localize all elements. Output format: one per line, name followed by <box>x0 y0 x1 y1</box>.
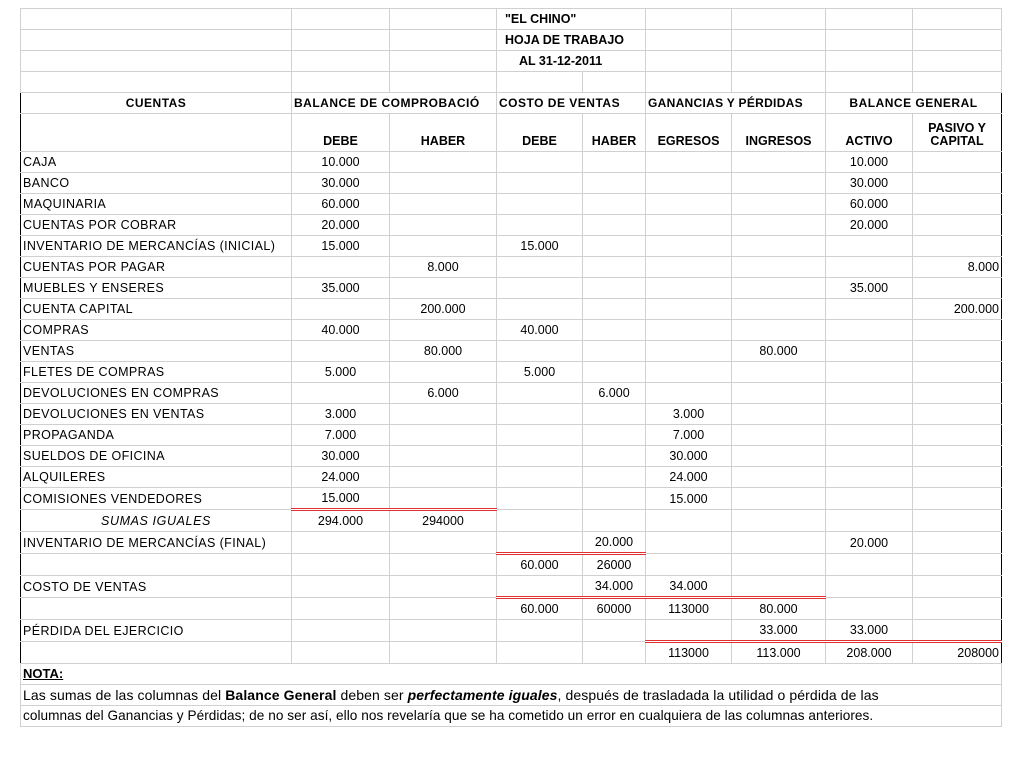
title-row-company <box>21 9 1002 30</box>
cell-gp-egresos[interactable] <box>646 620 732 642</box>
cell-bg-activo[interactable] <box>826 383 913 404</box>
cell-bg-activo[interactable] <box>826 404 913 425</box>
cell-bg-activo[interactable]: 20.000 <box>826 532 913 554</box>
cell-account[interactable]: COSTO DE VENTAS <box>21 576 292 598</box>
cell-bg-pasivo[interactable] <box>913 488 1002 510</box>
cell-bg-pasivo[interactable] <box>913 194 1002 215</box>
table-row <box>21 488 1002 510</box>
cell-gp-egresos[interactable]: 30.000 <box>646 446 732 467</box>
cell-gp-egresos[interactable] <box>646 341 732 362</box>
nota-line1[interactable] <box>21 685 1002 706</box>
cell-gp-ingresos[interactable] <box>732 320 826 341</box>
cell-gp-ingresos[interactable] <box>732 554 826 576</box>
company-name[interactable]: "EL CHINO" <box>497 9 646 30</box>
cell-gp-ingresos[interactable] <box>732 425 826 446</box>
cell-cv-debe[interactable] <box>497 642 583 664</box>
table-row <box>21 446 1002 467</box>
cell-gp-egresos[interactable] <box>646 362 732 383</box>
cell-bg-pasivo[interactable] <box>913 215 1002 236</box>
cell-cv-debe[interactable] <box>497 299 583 320</box>
cell-cv-haber[interactable]: 20.000 <box>583 532 646 554</box>
cell-bc-haber[interactable] <box>390 576 497 598</box>
cell-account[interactable]: COMPRAS <box>21 320 292 341</box>
subheader-haber[interactable]: HABER <box>390 114 497 152</box>
cell-gp-egresos[interactable]: 34.000 <box>646 576 732 598</box>
header-balance-general[interactable]: BALANCE GENERAL <box>826 93 1002 114</box>
cell-account[interactable]: FLETES DE COMPRAS <box>21 362 292 383</box>
table-row <box>21 236 1002 257</box>
cell-bg-pasivo[interactable] <box>913 467 1002 488</box>
nota-line2[interactable]: columnas del Ganancias y Pérdidas; de no ser así, ello nos revelaría que se ha cometido un error en cualquiera de las columnas anteriores. <box>21 706 1002 727</box>
cell-bc-haber[interactable] <box>390 620 497 642</box>
table-row <box>21 383 1002 404</box>
cell-bc-haber[interactable] <box>390 598 497 620</box>
cell-gp-egresos[interactable] <box>646 554 732 576</box>
cell-bg-activo[interactable] <box>826 320 913 341</box>
cell-gp-ingresos[interactable] <box>732 362 826 383</box>
cell-gp-ingresos[interactable] <box>732 299 826 320</box>
cell-cv-haber[interactable]: 34.000 <box>583 576 646 598</box>
cell-bc-debe[interactable]: 5.000 <box>292 362 390 383</box>
cell-bg-activo[interactable]: 60.000 <box>826 194 913 215</box>
cell-gp-egresos[interactable]: 113000 <box>646 642 732 664</box>
cell-gp-egresos[interactable]: 3.000 <box>646 404 732 425</box>
cell-cv-haber[interactable] <box>583 320 646 341</box>
cell-bg-activo[interactable]: 20.000 <box>826 215 913 236</box>
cell-bg-activo[interactable] <box>826 299 913 320</box>
cell-account[interactable]: MUEBLES Y ENSERES <box>21 278 292 299</box>
cell-bg-activo[interactable] <box>826 362 913 383</box>
cell-bc-debe[interactable]: 7.000 <box>292 425 390 446</box>
account-rows <box>21 152 1002 664</box>
cell-gp-ingresos[interactable] <box>732 383 826 404</box>
cell-account[interactable]: ALQUILERES <box>21 467 292 488</box>
cell-gp-ingresos[interactable] <box>732 152 826 173</box>
cell-bc-debe[interactable]: 20.000 <box>292 215 390 236</box>
cell-bg-pasivo[interactable] <box>913 554 1002 576</box>
cell-gp-egresos[interactable]: 15.000 <box>646 488 732 510</box>
cell-cv-debe[interactable]: 5.000 <box>497 362 583 383</box>
cell-bc-debe[interactable] <box>292 620 390 642</box>
cell-bg-pasivo[interactable] <box>913 236 1002 257</box>
table-row <box>21 257 1002 278</box>
cell-gp-egresos[interactable] <box>646 320 732 341</box>
cell-account[interactable]: COMISIONES VENDEDORES <box>21 488 292 510</box>
table-row <box>21 299 1002 320</box>
cell-account[interactable]: CUENTAS POR PAGAR <box>21 257 292 278</box>
table-row <box>21 510 1002 532</box>
cell-cv-debe[interactable] <box>497 215 583 236</box>
table-row <box>21 576 1002 598</box>
subheader-debe[interactable]: DEBE <box>292 114 390 152</box>
cell-bc-debe[interactable]: 60.000 <box>292 194 390 215</box>
cell-cv-debe[interactable] <box>497 173 583 194</box>
cell-bc-debe[interactable]: 10.000 <box>292 152 390 173</box>
cell-cv-haber[interactable] <box>583 446 646 467</box>
cell-bg-pasivo[interactable] <box>913 510 1002 532</box>
cell-account[interactable] <box>21 642 292 664</box>
nota-text-a: Las sumas de las columnas del <box>23 687 226 703</box>
cell-bg-pasivo[interactable] <box>913 152 1002 173</box>
cell-bg-activo[interactable] <box>826 488 913 510</box>
document-date[interactable]: AL 31-12-2011 <box>497 51 646 72</box>
cell-bc-haber[interactable] <box>390 320 497 341</box>
cell-cv-debe[interactable] <box>497 257 583 278</box>
cell-bg-pasivo[interactable] <box>913 341 1002 362</box>
cell-bg-activo[interactable]: 10.000 <box>826 152 913 173</box>
nota-label[interactable]: NOTA: <box>21 664 1002 685</box>
cell-bc-debe[interactable]: 40.000 <box>292 320 390 341</box>
cell-bg-pasivo[interactable] <box>913 320 1002 341</box>
cell-bc-haber[interactable]: 8.000 <box>390 257 497 278</box>
cell-gp-ingresos[interactable] <box>732 173 826 194</box>
cell-gp-ingresos[interactable] <box>732 215 826 236</box>
cell-bc-debe[interactable] <box>292 299 390 320</box>
cell-bc-haber[interactable] <box>390 404 497 425</box>
cell-cv-haber[interactable] <box>583 510 646 532</box>
cell-cv-haber[interactable]: 60000 <box>583 598 646 620</box>
cell-bc-haber[interactable] <box>390 425 497 446</box>
cell-cv-debe[interactable] <box>497 194 583 215</box>
cell-cv-debe[interactable] <box>497 425 583 446</box>
cell-cv-haber[interactable] <box>583 341 646 362</box>
nota-text-e: , después de trasladada la utilidad o pérdida de las <box>557 687 879 703</box>
worksheet-grid <box>20 8 1002 727</box>
cell-bc-haber[interactable]: 294000 <box>390 510 497 532</box>
cell-cv-haber[interactable]: 6.000 <box>583 383 646 404</box>
cell-bg-activo[interactable]: 30.000 <box>826 173 913 194</box>
cell-gp-egresos[interactable] <box>646 173 732 194</box>
cell-cv-debe[interactable] <box>497 152 583 173</box>
cell-bg-activo[interactable] <box>826 598 913 620</box>
cell-account[interactable]: CUENTA CAPITAL <box>21 299 292 320</box>
cell-bg-pasivo[interactable]: 200.000 <box>913 299 1002 320</box>
cell-bg-pasivo[interactable] <box>913 446 1002 467</box>
header-costo-ventas[interactable]: COSTO DE VENTAS <box>497 93 646 114</box>
cell-cv-haber[interactable] <box>583 620 646 642</box>
cell-cv-debe[interactable] <box>497 467 583 488</box>
table-row <box>21 554 1002 576</box>
cell-cv-haber[interactable] <box>583 194 646 215</box>
cell-cv-haber[interactable] <box>583 215 646 236</box>
cell-bg-activo[interactable] <box>826 446 913 467</box>
cell-bg-pasivo[interactable] <box>913 576 1002 598</box>
cell-bg-pasivo[interactable]: 208000 <box>913 642 1002 664</box>
cell-gp-egresos[interactable] <box>646 510 732 532</box>
cell-cv-debe[interactable]: 40.000 <box>497 320 583 341</box>
cell-bg-pasivo[interactable] <box>913 278 1002 299</box>
cell-gp-ingresos[interactable] <box>732 532 826 554</box>
cell-bc-haber[interactable] <box>390 194 497 215</box>
table-row <box>21 532 1002 554</box>
cell-cv-haber[interactable] <box>583 642 646 664</box>
cell-account[interactable] <box>21 554 292 576</box>
cell-cv-haber[interactable] <box>583 278 646 299</box>
cell-cv-debe[interactable] <box>497 576 583 598</box>
cell-bc-haber[interactable] <box>390 215 497 236</box>
cell-bc-haber[interactable] <box>390 488 497 510</box>
cell-bc-debe[interactable] <box>292 532 390 554</box>
cell-gp-ingresos[interactable]: 113.000 <box>732 642 826 664</box>
subheader-activo[interactable]: ACTIVO <box>826 114 913 152</box>
cell-cv-debe[interactable] <box>497 404 583 425</box>
cell-gp-ingresos[interactable] <box>732 576 826 598</box>
table-row <box>21 425 1002 446</box>
header-row <box>21 93 1002 114</box>
cell-account[interactable]: INVENTARIO DE MERCANCÍAS (INICIAL) <box>21 236 292 257</box>
cell-cv-haber[interactable]: 26000 <box>583 554 646 576</box>
nota-text-bold: Balance General <box>225 687 337 703</box>
cell-bg-activo[interactable] <box>826 257 913 278</box>
nota-row-line1 <box>21 685 1002 706</box>
cell-account[interactable] <box>21 598 292 620</box>
cell-gp-ingresos[interactable] <box>732 404 826 425</box>
table-row <box>21 320 1002 341</box>
cell-bc-debe[interactable] <box>292 554 390 576</box>
cell-bc-haber[interactable] <box>390 446 497 467</box>
cell-bc-debe[interactable] <box>292 383 390 404</box>
cell-bc-haber[interactable] <box>390 362 497 383</box>
nota-row-label <box>21 664 1002 685</box>
cell-account[interactable]: DEVOLUCIONES EN COMPRAS <box>21 383 292 404</box>
subheader-pasivo-line1: PASIVO Y <box>928 121 986 135</box>
cell-bg-pasivo[interactable] <box>913 532 1002 554</box>
cell-bg-activo[interactable] <box>826 510 913 532</box>
cell-bc-debe[interactable]: 3.000 <box>292 404 390 425</box>
cell-bc-debe[interactable]: 15.000 <box>292 488 390 510</box>
header-ganancias-perdidas[interactable]: GANANCIAS Y PÉRDIDAS <box>646 93 826 114</box>
cell-bc-haber[interactable] <box>390 278 497 299</box>
document-title[interactable]: HOJA DE TRABAJO <box>497 30 646 51</box>
cell-bc-haber[interactable] <box>390 236 497 257</box>
cell-cv-debe[interactable] <box>497 341 583 362</box>
cell-bc-haber[interactable] <box>390 532 497 554</box>
subheader-egresos[interactable]: EGRESOS <box>646 114 732 152</box>
cell-cv-debe[interactable] <box>497 278 583 299</box>
cell-gp-ingresos[interactable] <box>732 467 826 488</box>
cell-gp-ingresos[interactable] <box>732 236 826 257</box>
cell-gp-ingresos[interactable] <box>732 278 826 299</box>
cell-cv-debe[interactable] <box>497 510 583 532</box>
cell-bc-haber[interactable] <box>390 554 497 576</box>
nota-text-c: deben ser <box>336 687 408 703</box>
cell-bc-haber[interactable] <box>390 173 497 194</box>
title-row-doc <box>21 30 1002 51</box>
cell-cv-debe[interactable] <box>497 532 583 554</box>
cell-bg-activo[interactable]: 33.000 <box>826 620 913 642</box>
cell-account[interactable]: VENTAS <box>21 341 292 362</box>
cell-bc-debe[interactable]: 15.000 <box>292 236 390 257</box>
table-row <box>21 598 1002 620</box>
table-row <box>21 194 1002 215</box>
cell-gp-ingresos[interactable] <box>732 446 826 467</box>
cell-bc-haber[interactable]: 200.000 <box>390 299 497 320</box>
header-cuentas[interactable]: CUENTAS <box>21 93 292 114</box>
cell-cv-haber[interactable] <box>583 299 646 320</box>
cell-cv-debe[interactable]: 60.000 <box>497 554 583 576</box>
cell-bg-pasivo[interactable] <box>913 383 1002 404</box>
cell-gp-ingresos[interactable]: 80.000 <box>732 598 826 620</box>
table-row <box>21 278 1002 299</box>
cell-gp-ingresos[interactable] <box>732 194 826 215</box>
cell-account[interactable]: CAJA <box>21 152 292 173</box>
cell-account[interactable]: CUENTAS POR COBRAR <box>21 215 292 236</box>
cell-cv-haber[interactable] <box>583 362 646 383</box>
cell-bg-pasivo[interactable] <box>913 425 1002 446</box>
subheader-debe-cv[interactable]: DEBE <box>497 114 583 152</box>
table-row <box>21 362 1002 383</box>
cell-bg-activo[interactable] <box>826 467 913 488</box>
subheader-ingresos[interactable]: INGRESOS <box>732 114 826 152</box>
cell-gp-ingresos[interactable] <box>732 257 826 278</box>
cell-cv-haber[interactable] <box>583 425 646 446</box>
spacer-row <box>21 72 1002 93</box>
table-row <box>21 215 1002 236</box>
nota-row-line2 <box>21 706 1002 727</box>
cell-cv-haber[interactable] <box>583 173 646 194</box>
cell-account[interactable]: INVENTARIO DE MERCANCÍAS (FINAL) <box>21 532 292 554</box>
cell-cv-haber[interactable] <box>583 236 646 257</box>
cell-account[interactable]: SUMAS IGUALES <box>21 510 292 532</box>
cell-cv-haber[interactable] <box>583 467 646 488</box>
cell-bg-pasivo[interactable] <box>913 598 1002 620</box>
cell-bc-haber[interactable]: 80.000 <box>390 341 497 362</box>
cell-cv-haber[interactable] <box>583 152 646 173</box>
cell-bg-activo[interactable] <box>826 341 913 362</box>
cell-bc-debe[interactable] <box>292 257 390 278</box>
cell-bc-haber[interactable]: 6.000 <box>390 383 497 404</box>
cell-account[interactable]: DEVOLUCIONES EN VENTAS <box>21 404 292 425</box>
subheader-pasivo-capital[interactable] <box>913 114 1002 152</box>
cell-bc-debe[interactable] <box>292 341 390 362</box>
cell-bg-activo[interactable] <box>826 576 913 598</box>
subheader-haber-cv[interactable]: HABER <box>583 114 646 152</box>
cell-bc-debe[interactable] <box>292 576 390 598</box>
cell-bg-pasivo[interactable] <box>913 362 1002 383</box>
table-row <box>21 404 1002 425</box>
cell-bg-pasivo[interactable]: 8.000 <box>913 257 1002 278</box>
cell-bc-debe[interactable]: 24.000 <box>292 467 390 488</box>
table-row <box>21 467 1002 488</box>
cell-cv-haber[interactable] <box>583 404 646 425</box>
cell-gp-egresos[interactable] <box>646 257 732 278</box>
cell-account[interactable]: PROPAGANDA <box>21 425 292 446</box>
cell-bg-activo[interactable]: 35.000 <box>826 278 913 299</box>
cell-bc-debe[interactable]: 30.000 <box>292 446 390 467</box>
cell-gp-egresos[interactable] <box>646 278 732 299</box>
title-row-date <box>21 51 1002 72</box>
cell-bc-haber[interactable] <box>390 152 497 173</box>
table-row <box>21 152 1002 173</box>
cell-bc-haber[interactable] <box>390 642 497 664</box>
cell-bc-debe[interactable] <box>292 598 390 620</box>
cell-cv-haber[interactable] <box>583 488 646 510</box>
cell-bg-pasivo[interactable] <box>913 173 1002 194</box>
cell-bc-debe[interactable] <box>292 642 390 664</box>
cell-gp-egresos[interactable] <box>646 215 732 236</box>
cell-cv-debe[interactable] <box>497 383 583 404</box>
table-row <box>21 341 1002 362</box>
cell-cv-debe[interactable]: 60.000 <box>497 598 583 620</box>
subheader-row <box>21 114 1002 152</box>
cell-bg-activo[interactable] <box>826 425 913 446</box>
cell-cv-debe[interactable]: 15.000 <box>497 236 583 257</box>
table-row <box>21 620 1002 642</box>
cell-gp-ingresos[interactable] <box>732 488 826 510</box>
cell-gp-ingresos[interactable]: 33.000 <box>732 620 826 642</box>
table-row <box>21 642 1002 664</box>
cell-gp-egresos[interactable] <box>646 383 732 404</box>
cell-bc-debe[interactable]: 35.000 <box>292 278 390 299</box>
cell-cv-debe[interactable] <box>497 620 583 642</box>
cell-bg-pasivo[interactable] <box>913 404 1002 425</box>
cell-account[interactable]: PÉRDIDA DEL EJERCICIO <box>21 620 292 642</box>
subheader-pasivo-line2: CAPITAL <box>930 134 984 148</box>
cell-cv-debe[interactable] <box>497 446 583 467</box>
cell-gp-ingresos[interactable]: 80.000 <box>732 341 826 362</box>
table-row <box>21 173 1002 194</box>
cell-bg-pasivo[interactable] <box>913 620 1002 642</box>
cell-account[interactable]: MAQUINARIA <box>21 194 292 215</box>
cell-gp-egresos[interactable] <box>646 299 732 320</box>
cell-cv-haber[interactable] <box>583 257 646 278</box>
cell-bc-haber[interactable] <box>390 467 497 488</box>
cell-bg-activo[interactable] <box>826 554 913 576</box>
cell-gp-egresos[interactable] <box>646 194 732 215</box>
cell-account[interactable]: SUELDOS DE OFICINA <box>21 446 292 467</box>
cell-bc-debe[interactable]: 30.000 <box>292 173 390 194</box>
cell-gp-egresos[interactable] <box>646 236 732 257</box>
cell-bg-activo[interactable]: 208.000 <box>826 642 913 664</box>
cell-gp-ingresos[interactable] <box>732 510 826 532</box>
cell-gp-egresos[interactable] <box>646 152 732 173</box>
header-balance-comprobacion[interactable]: BALANCE DE COMPROBACIÓ <box>292 93 497 114</box>
cell-bc-debe[interactable]: 294.000 <box>292 510 390 532</box>
cell-gp-egresos[interactable]: 113000 <box>646 598 732 620</box>
nota-text-bolditalic: perfectamente iguales <box>407 687 558 703</box>
cell-bg-activo[interactable] <box>826 236 913 257</box>
cell-account[interactable]: BANCO <box>21 173 292 194</box>
cell-gp-egresos[interactable]: 7.000 <box>646 425 732 446</box>
cell-cv-debe[interactable] <box>497 488 583 510</box>
cell-gp-egresos[interactable]: 24.000 <box>646 467 732 488</box>
worksheet <box>20 8 1001 727</box>
cell-gp-egresos[interactable] <box>646 532 732 554</box>
